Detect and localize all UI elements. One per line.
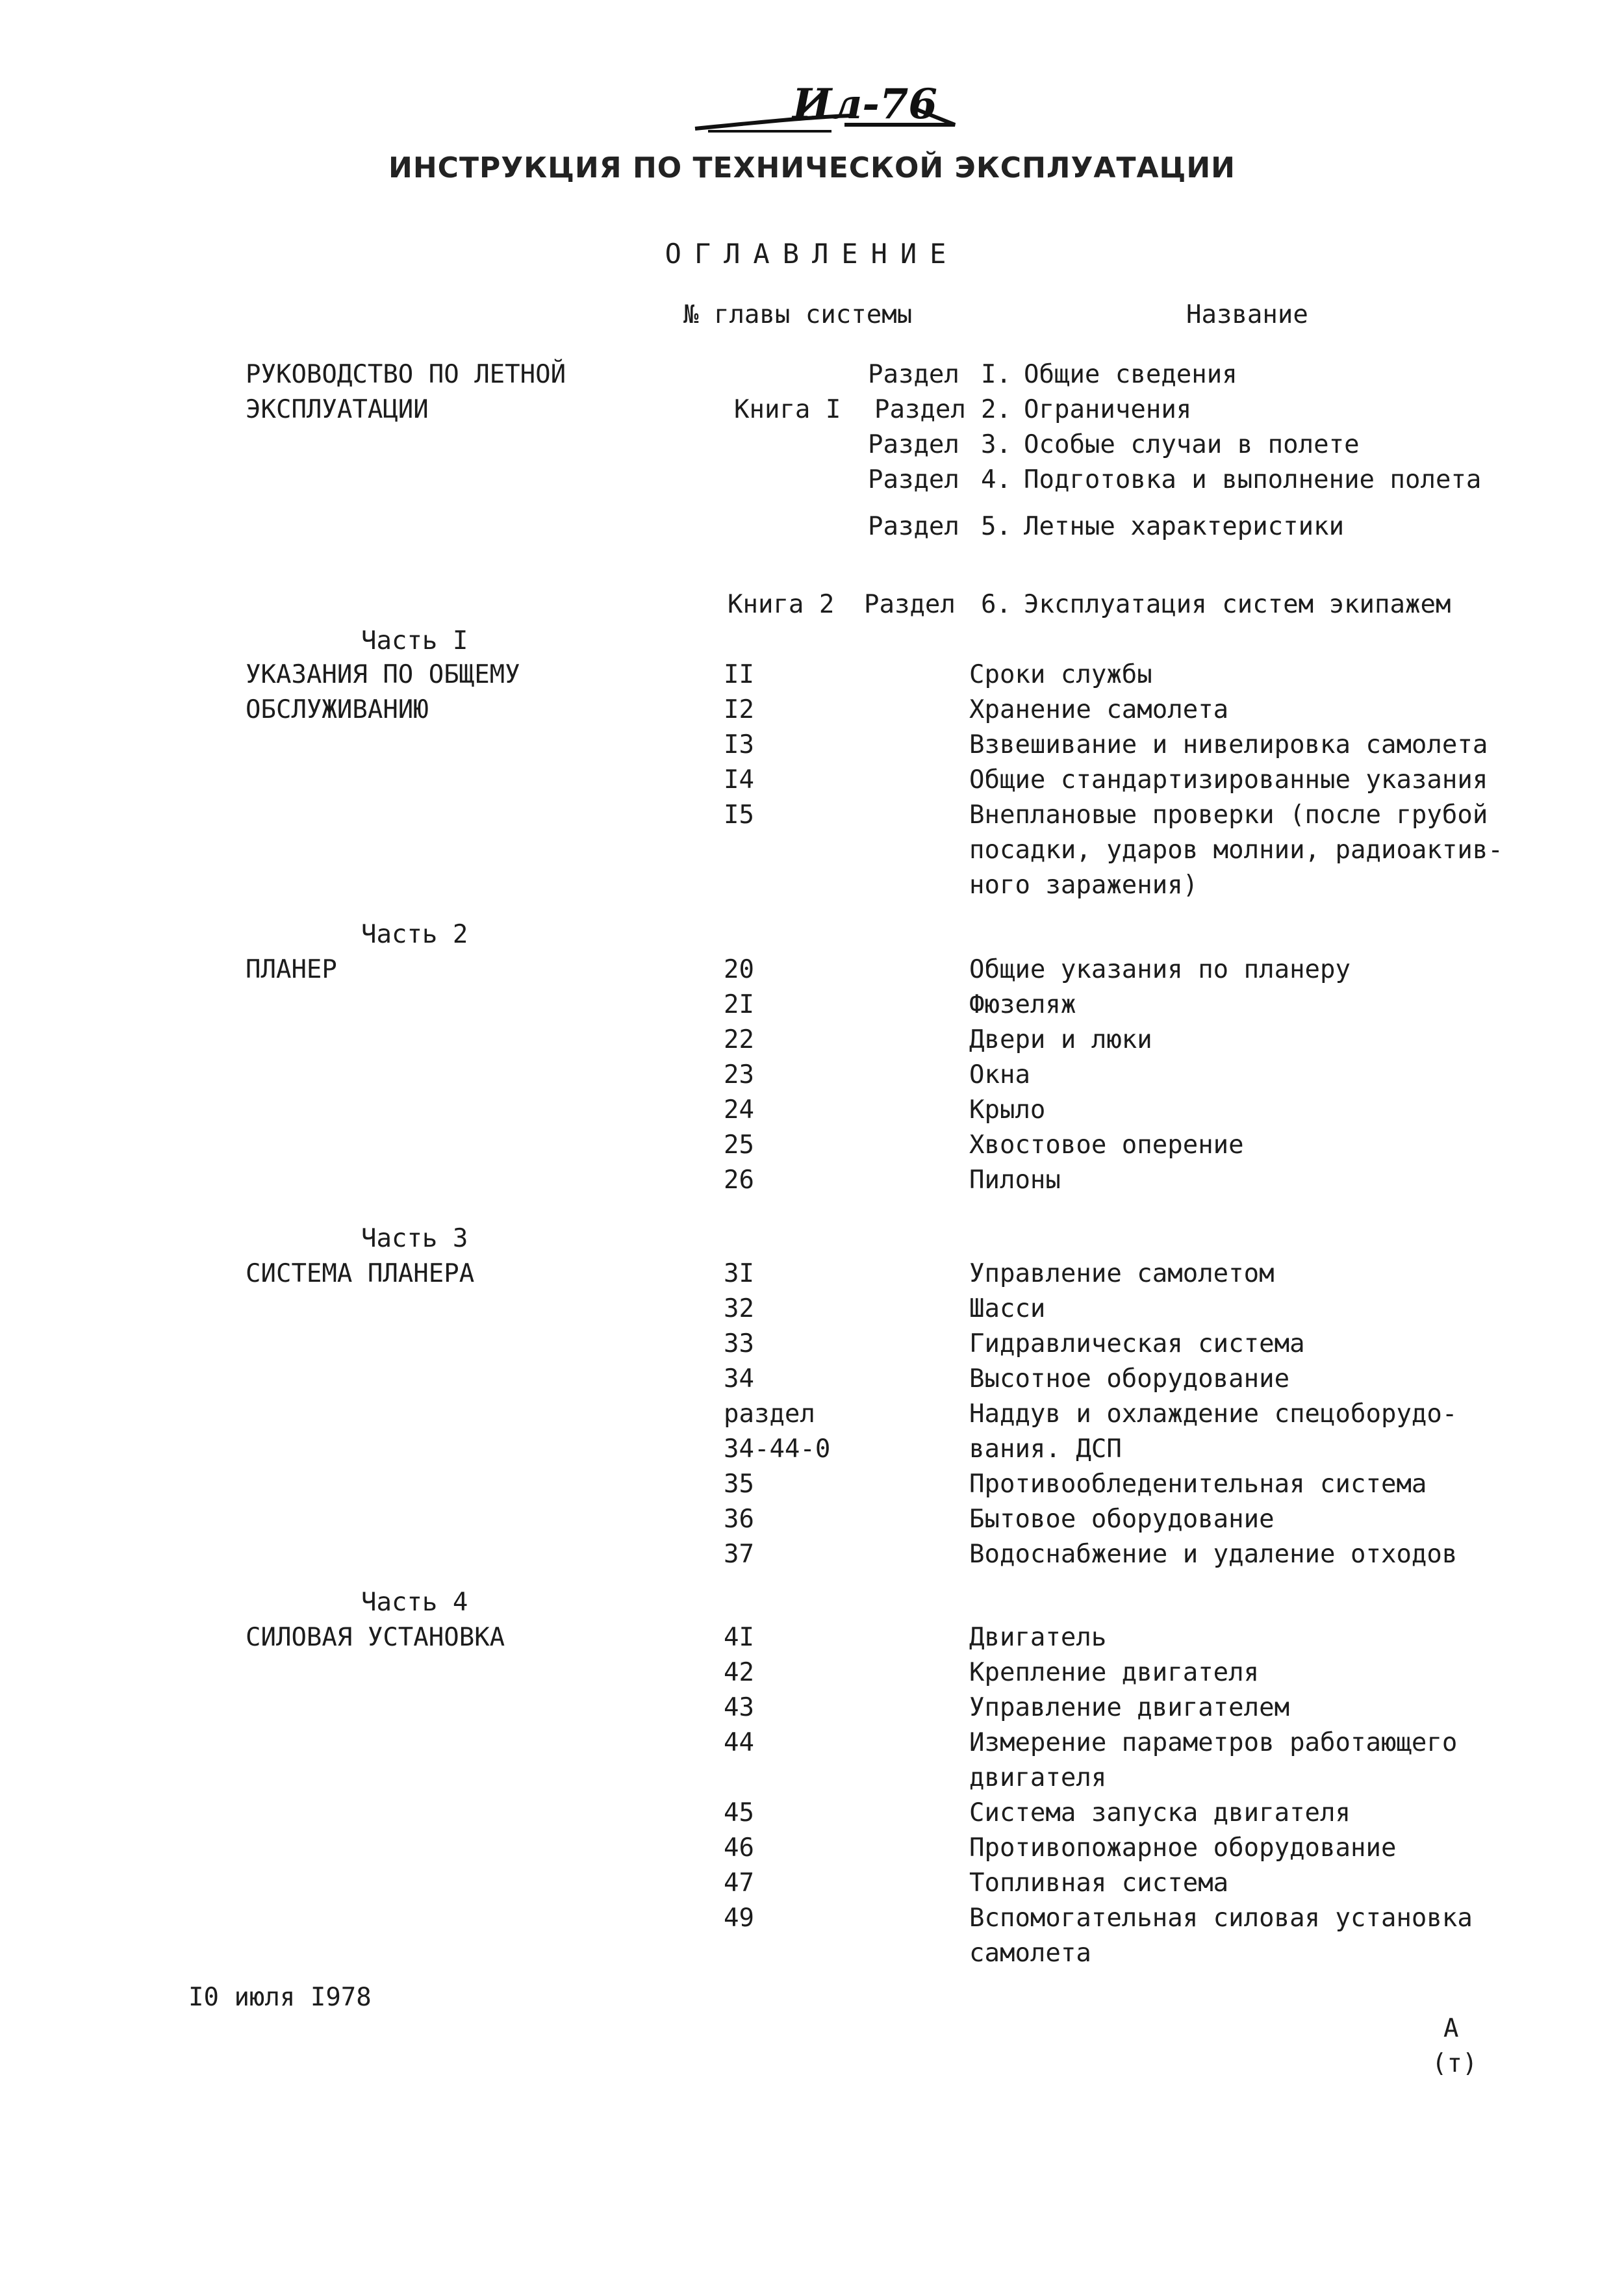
chapter-name: Гидравлическая система: [969, 1329, 1305, 1358]
chapter-name: Водоснабжение и удаление отходов: [969, 1540, 1458, 1569]
chapter-number: 3I: [724, 1259, 754, 1288]
part-title: СИСТЕМА ПЛАНЕРА: [246, 1259, 475, 1288]
razdel-number: 4.: [981, 465, 1011, 494]
column-header-name: Название: [1186, 300, 1308, 329]
chapter-name: Топливная система: [969, 1868, 1229, 1898]
chapter-name: Высотное оборудование: [969, 1364, 1290, 1394]
razdel-title: Эксплуатация систем экипажем: [1024, 590, 1451, 619]
chapter-name: Хвостовое оперение: [969, 1130, 1244, 1160]
document-date: I0 июля I978: [188, 1983, 372, 2012]
chapter-name: Крыло: [969, 1095, 1046, 1125]
chapter-number: 45: [724, 1798, 754, 1827]
razdel-label: Раздел: [864, 590, 956, 619]
chapter-name: Общие указания по планеру: [969, 955, 1351, 984]
chapter-number: I2: [724, 695, 754, 724]
chapter-number: 47: [724, 1868, 754, 1898]
chapter-name-cont: самолета: [969, 1939, 1091, 1968]
part-title: ОБСЛУЖИВАНИЮ: [246, 695, 429, 724]
flight-manual-label-1: РУКОВОДСТВО ПО ЛЕТНОЙ: [246, 360, 566, 389]
chapter-number: 42: [724, 1658, 754, 1687]
razdel-label: Раздел: [868, 360, 959, 389]
chapter-number: 44: [724, 1728, 754, 1757]
chapter-name: Двигатель: [969, 1623, 1107, 1652]
chapter-name-cont: посадки, ударов молнии, радиоактив-: [969, 835, 1503, 865]
chapter-name: Система запуска двигателя: [969, 1798, 1351, 1827]
chapter-number: 34: [724, 1364, 754, 1394]
chapter-number: 35: [724, 1470, 754, 1499]
razdel-title: Общие сведения: [1024, 360, 1237, 389]
chapter-number-cont: 34-44-0: [724, 1434, 831, 1464]
chapter-number: 43: [724, 1693, 754, 1722]
chapter-number: I5: [724, 800, 754, 830]
chapter-name: Бытовое оборудование: [969, 1505, 1275, 1534]
chapter-name: Пилоны: [969, 1165, 1061, 1195]
chapter-name: Измерение параметров работающего: [969, 1728, 1458, 1757]
chapter-number: 23: [724, 1060, 754, 1089]
chapter-number: 37: [724, 1540, 754, 1569]
razdel-label: Раздел: [868, 430, 959, 459]
chapter-number: раздел: [724, 1399, 815, 1429]
chapter-name-cont: двигателя: [969, 1763, 1107, 1792]
chapter-name: Крепление двигателя: [969, 1658, 1260, 1687]
part-label: Часть 2: [361, 920, 468, 949]
razdel-number: 6.: [981, 590, 1011, 619]
part-title: ПЛАНЕР: [246, 955, 337, 984]
chapter-name: Вспомогательная силовая установка: [969, 1903, 1473, 1933]
chapter-number: I4: [724, 765, 754, 795]
chapter-number: 32: [724, 1294, 754, 1323]
razdel-label: Раздел: [874, 395, 966, 424]
chapter-number: 36: [724, 1505, 754, 1534]
chapter-number: 46: [724, 1833, 754, 1863]
part-label: Часть 3: [361, 1224, 468, 1253]
chapter-name: Управление двигателем: [969, 1693, 1290, 1722]
chapter-number: 20: [724, 955, 754, 984]
book-1: Книга I: [734, 395, 841, 424]
page-letter: А: [1443, 2014, 1459, 2043]
logo-signature: [682, 77, 968, 142]
razdel-title: Особые случаи в полете: [1024, 430, 1360, 459]
chapter-name-cont: вания. ДСП: [969, 1434, 1122, 1464]
chapter-name: Взвешивание и нивелировка самолета: [969, 730, 1488, 759]
chapter-name: Двери и люки: [969, 1025, 1152, 1054]
chapter-name: Внеплановые проверки (после грубой: [969, 800, 1488, 830]
razdel-title: Подготовка и выполнение полета: [1024, 465, 1482, 494]
chapter-number: I3: [724, 730, 754, 759]
chapter-name: Общие стандартизированные указания: [969, 765, 1488, 795]
razdel-number: 2.: [981, 395, 1011, 424]
book-2: Книга 2: [728, 590, 835, 619]
part-title: УКАЗАНИЯ ПО ОБЩЕМУ: [246, 660, 520, 689]
chapter-number: 25: [724, 1130, 754, 1160]
chapter-name: Управление самолетом: [969, 1259, 1275, 1288]
chapter-name: Противопожарное оборудование: [969, 1833, 1397, 1863]
chapter-number: 24: [724, 1095, 754, 1125]
chapter-number: II: [724, 660, 754, 689]
chapter-name: Наддув и охлаждение спецоборудо-: [969, 1399, 1458, 1429]
part-label: Часть 4: [361, 1588, 468, 1617]
page-sub: (т): [1432, 2049, 1478, 2078]
razdel-number: I.: [981, 360, 1011, 389]
flight-manual-label-2: ЭКСПЛУАТАЦИИ: [246, 395, 429, 424]
razdel-number: 3.: [981, 430, 1011, 459]
razdel-label: Раздел: [868, 512, 959, 541]
part-title: СИЛОВАЯ УСТАНОВКА: [246, 1623, 505, 1652]
chapter-name-cont: ного заражения): [969, 871, 1199, 900]
razdel-number: 5.: [981, 512, 1011, 541]
toc-title: ОГЛАВЛЕНИЕ: [665, 238, 959, 270]
chapter-name: Хранение самолета: [969, 695, 1229, 724]
chapter-name: Противообледенительная система: [969, 1470, 1427, 1499]
chapter-name: Фюзеляж: [969, 990, 1076, 1019]
razdel-label: Раздел: [868, 465, 959, 494]
razdel-title: Летные характеристики: [1024, 512, 1345, 541]
chapter-number: 26: [724, 1165, 754, 1195]
chapter-number: 22: [724, 1025, 754, 1054]
column-header-chapter: № главы системы: [683, 300, 913, 329]
logo-text: Ил-76: [793, 80, 937, 129]
part-label: Часть I: [361, 626, 468, 656]
chapter-name: Сроки службы: [969, 660, 1152, 689]
chapter-number: 2I: [724, 990, 754, 1019]
chapter-number: 33: [724, 1329, 754, 1358]
chapter-name: Окна: [969, 1060, 1030, 1089]
razdel-title: Ограничения: [1024, 395, 1192, 424]
chapter-number: 4I: [724, 1623, 754, 1652]
document-title: ИНСТРУКЦИЯ ПО ТЕХНИЧЕСКОЙ ЭКСПЛУАТАЦИИ: [388, 151, 1236, 185]
chapter-number: 49: [724, 1903, 754, 1933]
chapter-name: Шасси: [969, 1294, 1046, 1323]
